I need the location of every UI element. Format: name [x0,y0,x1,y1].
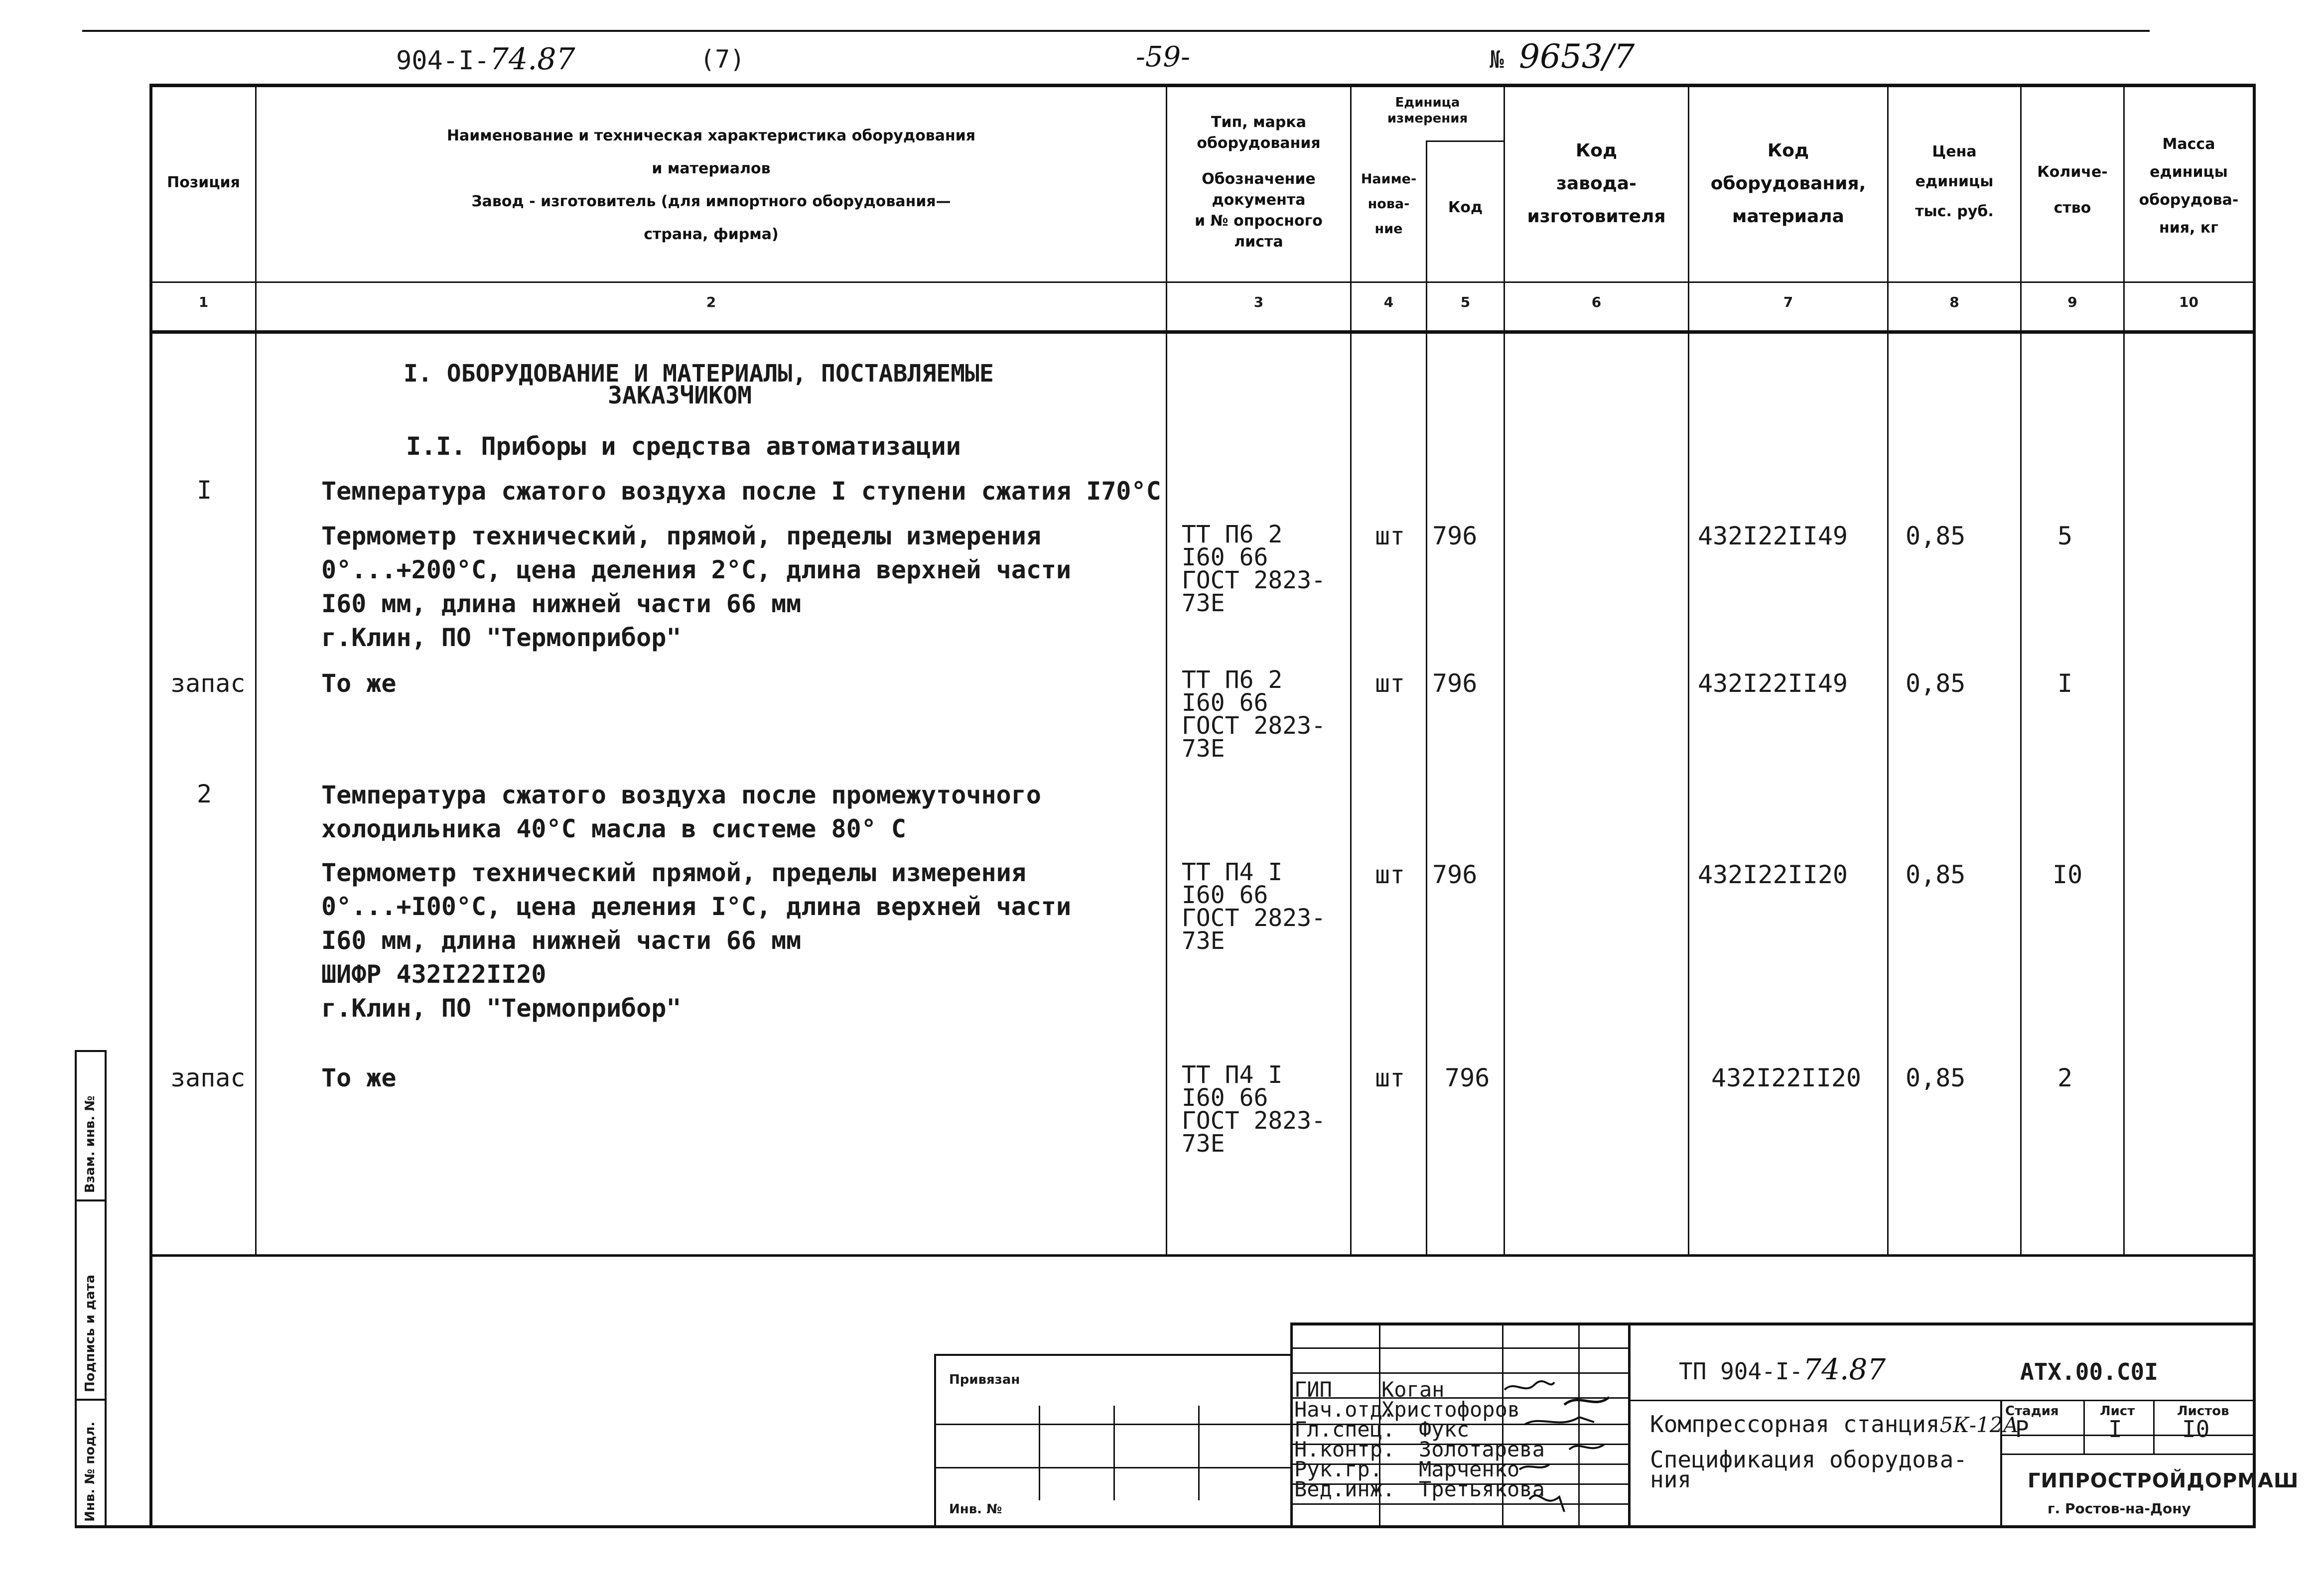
section-title-line: I. ОБОРУДОВАНИЕ И МАТЕРИАЛЫ, ПОСТАВЛЯЕМЫЕ [404,360,994,388]
role-label: Вед.инж. [1294,1477,1395,1501]
title-stage-col-1 [2083,1400,2085,1454]
header-name-line: Наименование и техническая характеристика оборудования [446,127,976,144]
role-name: Фукс [1419,1417,1470,1442]
sheet-label: Лист [2100,1404,2135,1419]
header-name-line: страна, фирма) [644,226,779,243]
sig-grid-left [1290,1323,1293,1528]
role-label: ГИП [1294,1377,1332,1402]
col-divider-8 [2020,87,2022,1255]
margin-box-right [105,1050,107,1528]
tp-printed: ТП 904-I- [1679,1358,1803,1385]
frame-top-line [82,30,2150,32]
stage-label: Стадия [2005,1404,2059,1419]
row-3-type-line: ГОСТ 2823- [1182,712,1326,740]
tp-handwritten: 74.87 [1803,1352,1886,1386]
col-number: 8 [1949,294,1959,310]
row-2-name-line: I60 мм, длина нижней части 66 мм [321,589,802,618]
sheets-value: I0 [2182,1416,2210,1443]
row-6-type [1182,1061,1326,1158]
row-2-quantity: 5 [2057,522,2073,550]
attach-col-1 [1039,1406,1040,1500]
row-5-unit: шт [1375,860,1405,889]
header-type-line: Обозначение [1202,170,1316,188]
header-type-line: документа [1212,191,1306,209]
sheet-value: I [2108,1416,2122,1443]
row-4-name-line: Температура сжатого воздуха после промежуточного [321,781,1041,809]
sig-row-b [1290,1372,1629,1374]
row-5-type-line: ТТ П4 I [1182,858,1283,886]
row-6-position: запас [170,1063,246,1092]
header-unit-group-line: измерения [1387,111,1468,126]
margin-label-signature-date: Подпись и дата [83,1274,98,1392]
header-unit-name-line: Наиме- [1361,171,1417,187]
header-mass [2125,131,2253,242]
role-label: Нач.отд. [1294,1397,1395,1422]
header-mass-line: ния, кг [2159,219,2218,237]
row-6-quantity: 2 [2057,1063,2073,1092]
row-5-quantity: I0 [2052,860,2083,889]
row-2-unit: шт [1375,522,1405,550]
document-title-line: Спецификация оборудова- [1650,1446,1967,1473]
row-2-type-line: I60 66 [1182,543,1268,571]
row-5-name-line: 0°...+I00°С, цена деления I°С, длина верхней части [321,892,1072,921]
handwritten-signatures [1495,1375,1624,1524]
col-divider-9 [2123,87,2125,1255]
col-number: 2 [706,294,716,310]
col-number: 6 [1591,294,1602,310]
header-type-line: Тип, марка [1211,114,1306,131]
row-1-name: Температура сжатого воздуха после I ступени сжатия I70°C [321,477,1161,506]
header-factory-code-line: завода- [1556,173,1637,194]
row-4-name-line: холодильника 40°С масла в системе 80° С [321,814,906,843]
row-4-position: 2 [197,780,212,808]
row-2-name-line: Термометр технический, прямой, пределы измерения [321,522,1041,550]
row-5-price: 0,85 [1906,860,1966,889]
header-equipment-code [1689,134,1887,233]
row-2-equipment-code: 432I22II49 [1698,522,1848,550]
row-6-type-line: ТТ П4 I [1182,1061,1283,1089]
header-name-line: Завод - изготовитель (для импортного оборудования— [471,193,951,210]
sig-row-a [1290,1347,1629,1349]
role-label: Гл.спец. [1294,1417,1395,1442]
margin-box-top [75,1050,107,1052]
order-number [1490,37,1635,77]
role-name: Третьякова [1419,1477,1545,1501]
sig-col-4 [1628,1324,1631,1528]
row-2-type [1182,523,1326,615]
col-divider-5 [1504,87,1505,1255]
title-project [1650,1412,2019,1437]
stage-value: Р [2015,1416,2029,1443]
row-5-type-line: 73Е [1182,927,1225,955]
row-4-name [321,778,1041,846]
attach-col-2 [1113,1406,1115,1500]
header-mass-line: Масса [2162,135,2215,153]
tp-number [1679,1352,1886,1386]
attached-label: Привязан [949,1372,1020,1387]
role-name: Христофоров [1381,1397,1520,1422]
header-unit-name-line: нова- [1367,196,1410,212]
col-number: 3 [1253,294,1264,310]
header-factory-code-line: изготовителя [1527,206,1666,227]
order-handwritten: 9653/7 [1519,37,1635,76]
header-unit-code: Код [1448,199,1483,216]
row-3-type-line: I60 66 [1182,689,1268,717]
role-name: Коган [1381,1377,1445,1402]
title-divider-1 [1629,1400,2254,1401]
header-unit-group-line: Единица [1395,95,1460,110]
header-factory-code [1505,134,1688,233]
row-6-type-line: ГОСТ 2823- [1182,1107,1326,1135]
table-top-border [152,84,2255,87]
header-factory-code-line: Код [1575,140,1618,161]
margin-divider-1 [75,1199,107,1201]
section-title-line: ЗАКАЗЧИКОМ [608,382,752,409]
header-name-line: и материалов [652,160,771,177]
attach-box-left [934,1354,936,1528]
row-6-type-line: I60 66 [1182,1084,1268,1112]
attach-box-top [934,1354,1290,1356]
order-prefix: № [1490,46,1504,74]
col-divider-3 [1350,87,1352,1255]
header-price-line: тыс. руб. [1915,203,1994,220]
row-3-unit: шт [1375,669,1405,698]
row-3-type-line: 73Е [1182,735,1225,763]
row-6-name: То же [321,1063,397,1092]
header-divider [152,281,2253,283]
row-3-type [1182,666,1326,763]
header-unit-name [1352,167,1426,242]
row-5-name-line: Термометр технический прямой, пределы измерения [321,858,1026,887]
col-number: 9 [2067,294,2077,310]
header-price-line: Цена [1932,143,1977,160]
inv-number-label: Инв. № [949,1502,1002,1517]
row-2-type-line: 73Е [1182,589,1225,617]
col-divider-6 [1688,87,1689,1255]
col-divider-2 [1166,87,1167,1255]
attach-col-3 [1198,1406,1200,1500]
col-divider-7 [1887,87,1889,1255]
header-type-line: листа [1234,233,1283,251]
row-3-type-line: ТТ П6 2 [1182,666,1283,694]
volume-number: (7) [700,45,745,74]
frame-bottom-border [75,1525,2256,1528]
row-5-unit-code: 796 [1432,860,1478,889]
col-number: 10 [2179,294,2198,310]
row-3-equipment-code: 432I22II49 [1698,669,1848,698]
header-qty-line: Количе- [2037,163,2108,181]
row-6-price: 0,85 [1906,1063,1966,1092]
col-divider-1 [255,87,257,1255]
subsection-title: I.I. Приборы и средства автоматизации [406,432,961,461]
header-equip-code-line: материала [1732,206,1844,227]
organization-name: ГИПРОСТРОЙДОРМАШ [2028,1469,2299,1492]
header-mass-line: единицы [2150,163,2228,181]
header-unit-group [1352,95,1504,127]
header-price [1889,137,2020,227]
row-2-type-line: ТТ П6 2 [1182,521,1283,548]
frame-right-border [2253,84,2256,1528]
row-3-quantity: I [2057,669,2073,698]
col-number: 1 [198,294,209,310]
role-name: Золотарева [1419,1437,1545,1461]
title-org-row [2000,1454,2254,1455]
row-5-type-line: I60 66 [1182,881,1268,909]
margin-box-left [75,1050,77,1528]
row-2-price: 0,85 [1906,522,1966,550]
body-bottom-border [152,1254,2253,1257]
margin-label-replaced-inv: Взам. инв. № [83,1095,98,1193]
row-5-type-line: ГОСТ 2823- [1182,904,1326,932]
project-model-handwritten: 5К-12А [1939,1413,2019,1437]
header-equip-code-line: оборудования, [1710,173,1866,194]
unit-group-divider [1426,140,1504,142]
row-3-position: запас [170,669,246,698]
row-6-type-line: 73Е [1182,1130,1225,1158]
header-type-line: оборудования [1197,134,1321,152]
header-qty-line: ство [2053,199,2091,217]
sheets-label: Листов [2177,1404,2229,1419]
col-number: 7 [1783,294,1793,310]
body-top-border [152,330,2253,334]
role-label: Н.контр. [1294,1437,1395,1461]
header-quantity [2022,154,2123,226]
header-mass-line: оборудова- [2139,191,2239,209]
row-5-type [1182,858,1326,955]
row-2-type-line: ГОСТ 2823- [1182,566,1326,594]
margin-label-inv-orig: Инв. № подл. [83,1421,98,1522]
row-2-name-line: г.Клин, ПО "Термоприбор" [321,623,682,652]
role-label: Рук.гр. [1294,1457,1383,1481]
title-stage-col-2 [2153,1400,2155,1454]
row-5-name-line: I60 мм, длина нижней части 66 мм [321,926,802,955]
row-2-unit-code: 796 [1432,522,1478,550]
doc-number-handwritten: 74.87 [489,42,575,77]
row-1-position: I [197,476,212,505]
doc-number-printed: 904-I- [396,46,490,76]
header-price-line: единицы [1915,173,1994,190]
row-5-name-line: г.Клин, ПО "Термоприбор" [321,994,682,1023]
row-2-name-line: 0°...+200°С, цена деления 2°С, длина верхней части [321,555,1072,584]
document-title-line: ния [1650,1466,1692,1493]
organization-city: г. Ростов-на-Дону [2048,1500,2191,1517]
attach-row-2 [934,1467,1290,1468]
doc-code: АТХ.00.С0I [2020,1358,2158,1385]
header-position: Позиция [167,174,240,191]
page-number: -59- [1136,41,1191,73]
col-number: 4 [1383,294,1394,310]
row-3-name: То же [321,669,397,698]
section-title [404,360,994,409]
row-5-name-line: ШИФР 432I22II20 [321,960,547,989]
margin-divider-2 [75,1399,107,1401]
row-6-equipment-code: 432I22II20 [1711,1063,1862,1092]
header-type [1167,112,1350,253]
attach-row-1 [934,1424,1290,1425]
row-5-name [321,856,1071,1025]
row-5-equipment-code: 432I22II20 [1698,860,1848,889]
title-stage-row [2000,1435,2254,1436]
sig-grid-top [1290,1323,2254,1325]
row-3-price: 0,85 [1906,669,1966,698]
row-3-unit-code: 796 [1432,669,1478,698]
header-name [257,120,1166,251]
row-2-name [321,519,1071,655]
header-equip-code-line: Код [1767,140,1809,161]
title-document [1650,1446,1967,1493]
role-name: Марченко [1419,1457,1520,1481]
col-number: 5 [1460,294,1471,310]
header-type-line: и № опросного [1195,212,1323,230]
doc-number-top [396,42,575,78]
project-name: Компрессорная станция [1650,1411,1940,1438]
header-unit-name-line: ние [1374,221,1403,237]
row-6-unit: шт [1375,1063,1405,1092]
row-6-unit-code: 796 [1445,1063,1490,1092]
